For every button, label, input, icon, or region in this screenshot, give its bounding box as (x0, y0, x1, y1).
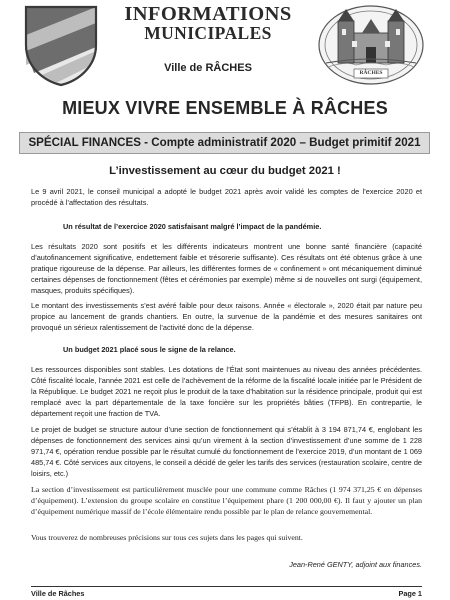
paragraph-closing: Vous trouverez de nombreuses précisions sur tous ces sujets dans les pages qui suivent. (31, 533, 303, 542)
headline: MIEUX VIVRE ENSEMBLE À RÂCHES (62, 98, 388, 118)
coat-of-arms-icon (22, 5, 100, 87)
header-title-line1: INFORMATIONS (124, 3, 292, 25)
seal-label: RÂCHES (359, 70, 383, 76)
paragraph-results: Les résultats 2020 sont positifs et les différents indicateurs montrent une bonne santé financière (capacité d’autofinancement significative, endettement faible et trésorerie suffisante). Ces résultats ont été obtenus grâce à une pratique rigoureuse de la dépense. Par ailleurs, les différentes formes de « confinement » ont mécaniquement diminué certaines dépenses de fonctionnement (fêtes et cérémonies par exemple) même si de nouvelles ont surgi (équipement, masques, produits spécifiques). (31, 242, 422, 295)
footer-page-number: Page 1 (398, 589, 422, 598)
paragraph-resources: Les ressources disponibles sont stables. Les dotations de l’État sont maintenues au niveau des années précédentes. Côté fiscalité locale, l’année 2021 est celle de l’achèvement de la réforme de la fiscalité locale initiée par le Président de la République. Le budget 2021 ne reçoit plus le produit de la taxe d’habitation sur la résidence principale, produit qui est remplacé avec la part départementale de la taxe foncière sur les propriétés bâties (TFPB). En contrepartie, le département reçoit une fraction de TVA. (31, 365, 422, 418)
paragraph-investment-section: La section d’investissement est particulièrement musclée pour une commune comme Râches (1 974 371,25 € en dépenses d’équipement). L’extension du groupe scolaire en constitue l’équipement phare (1 200 000,00 €). Il faut y ajouter un plan d’équipement numérique massif de l’école élémentaire rendu possible par le plan de relance gouvernemental. (31, 485, 422, 516)
header-town: Ville de RÂCHES (164, 62, 252, 74)
footer-town: Ville de Râches (31, 589, 85, 598)
paragraph-operating-section: Le projet de budget se structure autour d’une section de fonctionnement qui s’établit à 3 194 871,74 €, englobant les dépenses de fonctionnement des services ainsi qu’un virement à la section d’investissement d’une somme de 1 228 971,74 €, opération rendue possible par le résultat cumulé du fonctionnement de l’exercice 2019, d’un montant de 1 069 485,74 €. Côté services aux citoyens, le conseil a décidé de geler les tarifs des services (restauration scolaire, centre de loisirs, etc.) (31, 425, 422, 478)
paragraph-investments: Le montant des investissements s’est avéré faible pour deux raisons. Année « électorale », 2020 était par nature peu propice au lancement de grands chantiers. En outre, la survenue de la pandémie et des mesures sanitaires ont provoqué un sérieux ralentissement de l’activité donc de la dépense. (31, 301, 422, 332)
paragraph-intro: Le 9 avril 2021, le conseil municipal a adopté le budget 2021 après avoir validé les comptes de l’exercice 2020 et procédé à l’affectation des résultats. (31, 187, 422, 207)
article-subtitle: L’investissement au cœur du budget 2021 ! (109, 165, 341, 177)
header-title-line2: MUNICIPALES (144, 23, 272, 43)
section-banner: SPÉCIAL FINANCES - Compte administratif 2020 – Budget primitif 2021 (19, 132, 430, 154)
footer-divider (31, 586, 422, 587)
section-heading-budget: Un budget 2021 placé sous le signe de la relance. (63, 345, 236, 354)
signature: Jean-René GENTY, adjoint aux finances. (289, 560, 422, 569)
section-heading-results: Un résultat de l’exercice 2020 satisfaisant malgré l’impact de la pandémie. (63, 222, 322, 231)
